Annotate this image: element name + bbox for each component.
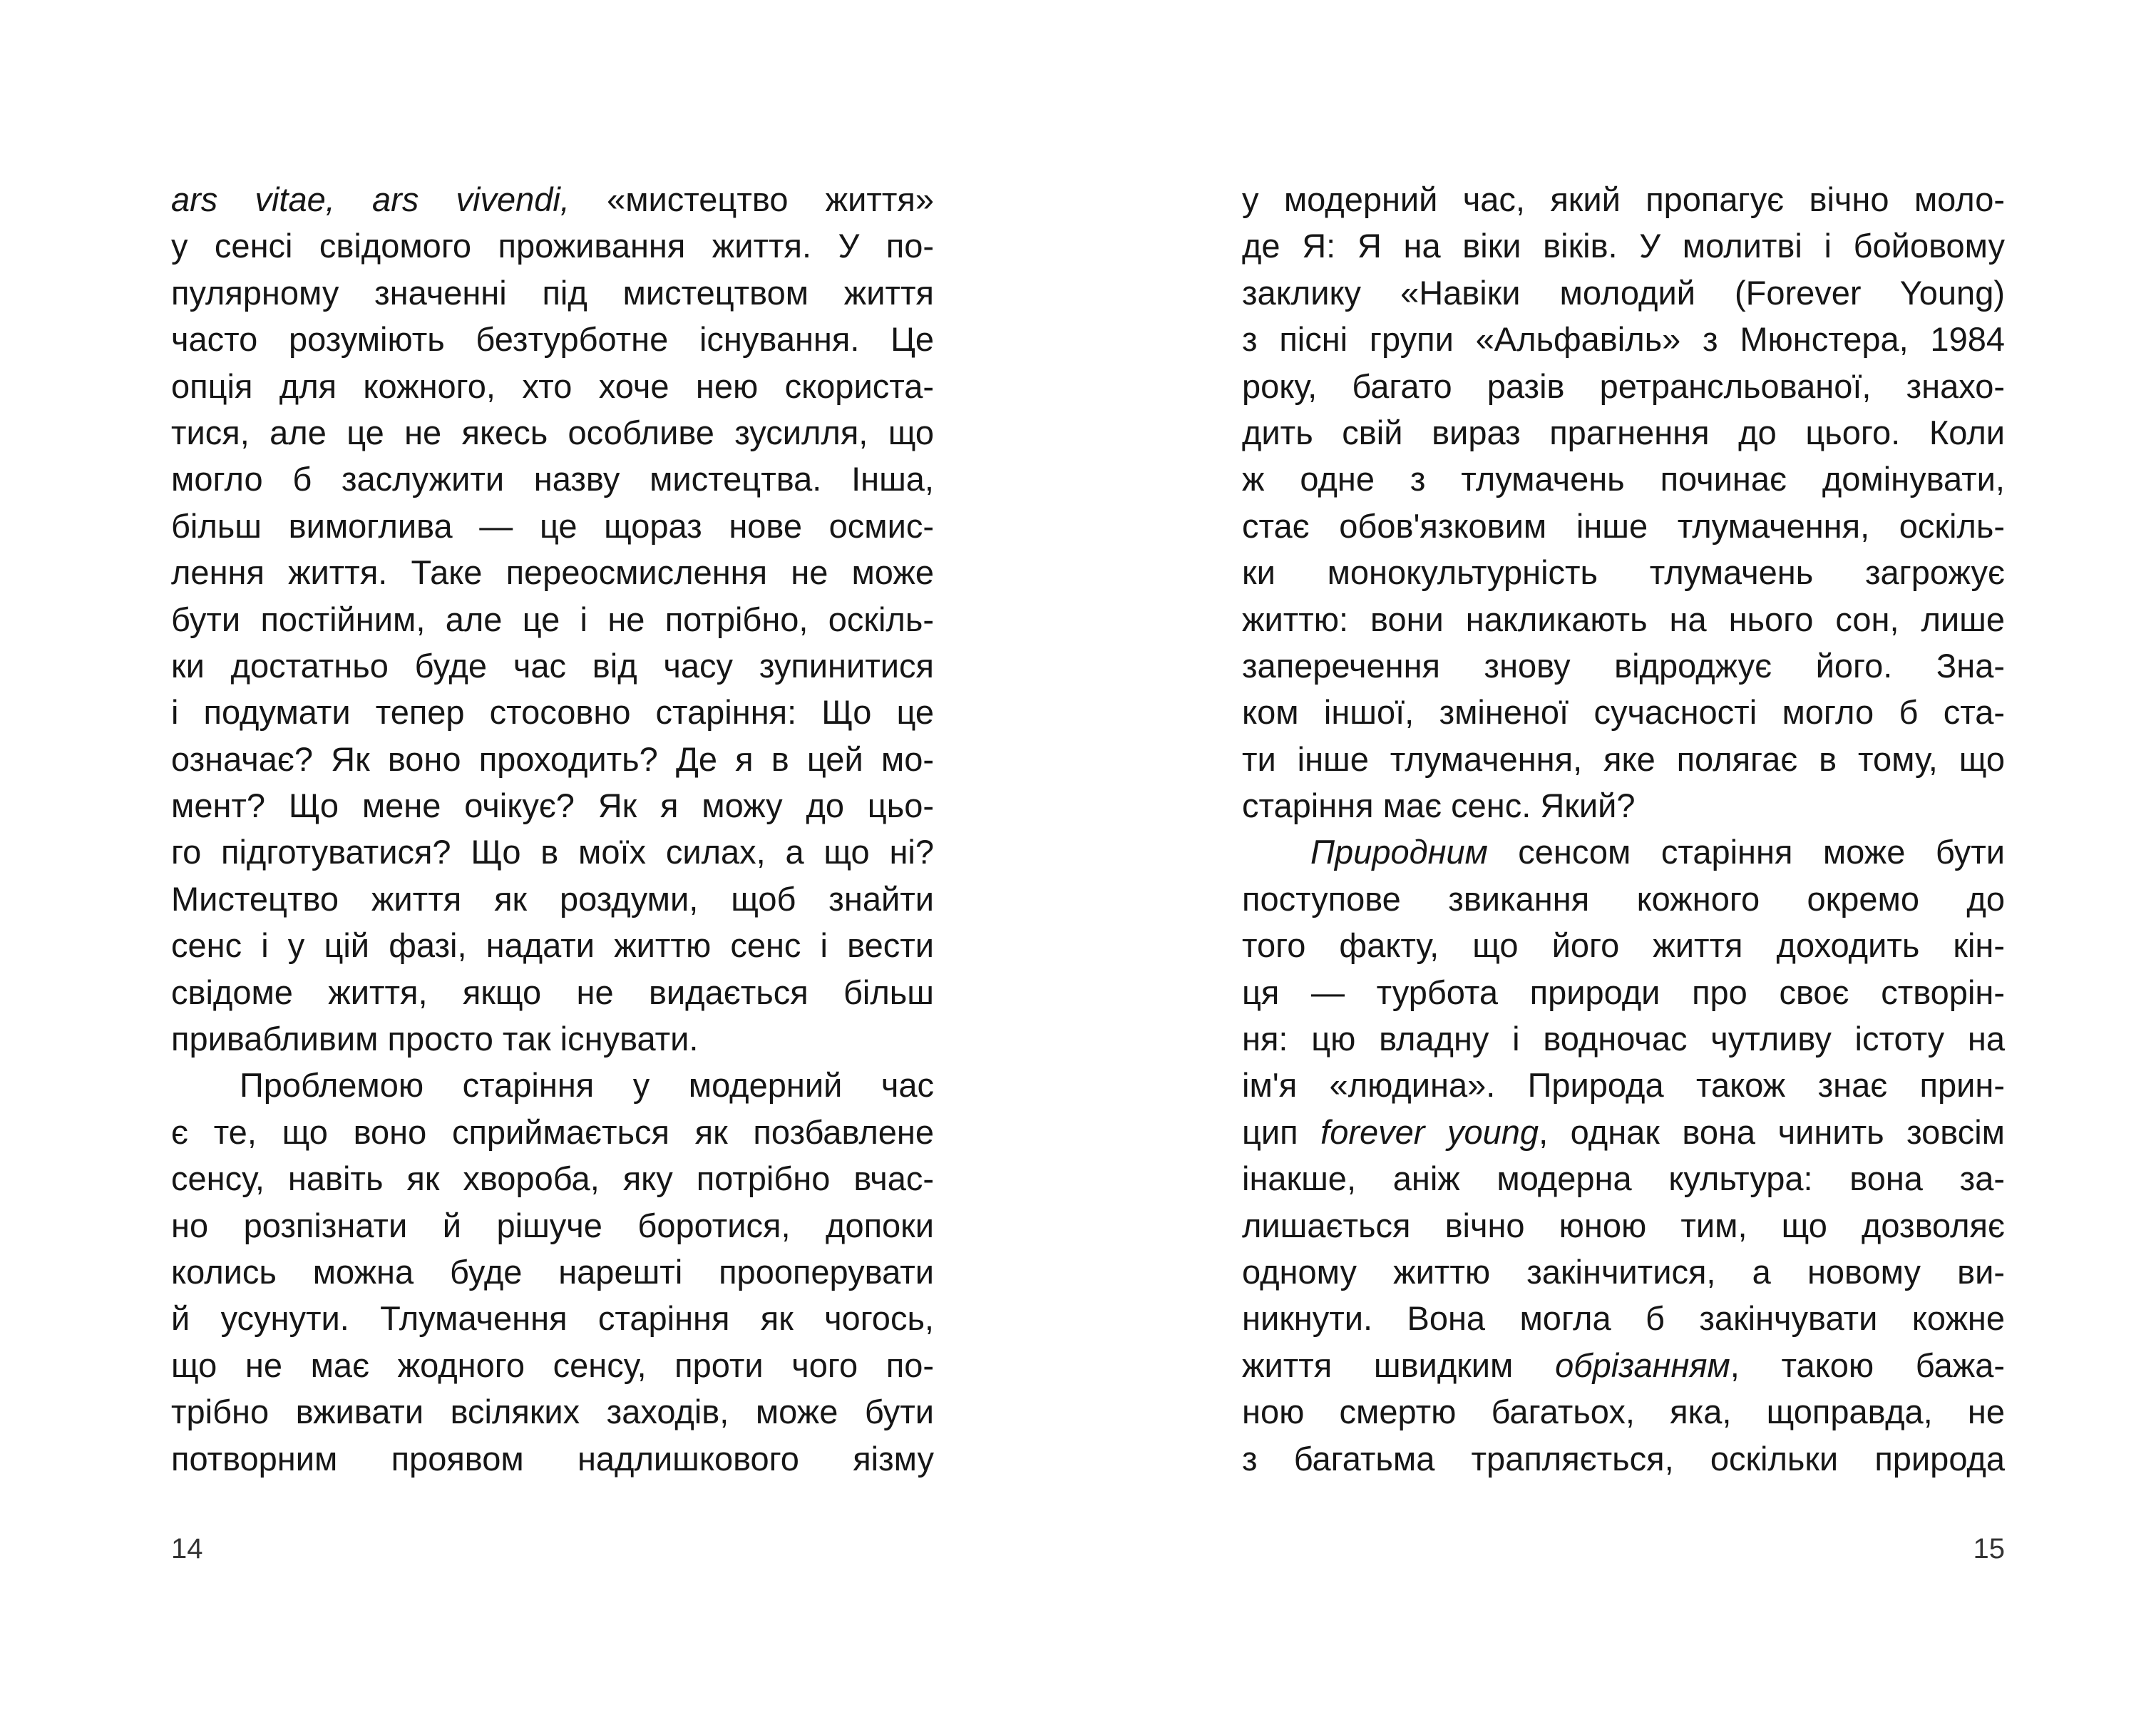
text-line (171, 1342, 934, 1388)
text-line (171, 922, 934, 968)
italic-text-run: forever young (1320, 1112, 1539, 1151)
text-line (1242, 222, 2005, 269)
text-run: заперечення знову відроджує його. Зна- (1242, 646, 2005, 685)
text-line (171, 409, 934, 456)
text-line (1242, 1342, 2005, 1388)
text-line (1242, 549, 2005, 595)
text-line (171, 876, 934, 922)
text-run: з пісні групи «Альфавіль» з Мюнстера, 1984 (1242, 320, 2005, 359)
text-line (171, 316, 934, 362)
text-run: могло б заслужити назву мистецтва. Інша, (171, 460, 934, 498)
text-run: що не має жодного сенсу, проти чого по- (171, 1346, 934, 1384)
page-number-right: 15 (1973, 1533, 2005, 1565)
text-run: Мистецтво життя як роздуми, щоб знайти (171, 879, 934, 918)
text-run: стає обов'язковим інше тлумачення, оскіль- (1242, 506, 2005, 545)
text-line (1242, 1249, 2005, 1295)
text-line (171, 1435, 934, 1482)
text-run: «мистецтво життя» (569, 180, 934, 218)
text-run: ж одне з тлумачень починає домінувати, (1242, 460, 2005, 498)
text-run: опція для кожного, хто хоче нею скориста- (171, 367, 934, 405)
text-run: поступове звикання кожного окремо до (1242, 879, 2005, 918)
text-run: ти інше тлумачення, яке полягає в тому, що (1242, 739, 2005, 778)
text-line (1242, 363, 2005, 409)
text-line (171, 1202, 934, 1249)
text-run: ім'я «людина». Природа також знає прин- (1242, 1066, 2005, 1105)
text-line (1242, 1109, 2005, 1155)
text-run: часто розуміють безтурботне існування. Це (171, 320, 934, 359)
text-run: , однак вона чинить зовсім (1539, 1112, 2005, 1151)
text-run: інакше, аніж модерна культура: вона за- (1242, 1159, 2005, 1198)
text-run: й усунути. Тлумачення старіння як чогось, (171, 1299, 934, 1338)
text-run: колись можна буде нарешті прооперувати (171, 1252, 934, 1291)
text-line (1242, 782, 2005, 829)
text-line (1242, 176, 2005, 222)
text-run: пулярному значенні під мистецтвом життя (171, 273, 934, 312)
text-line (1242, 1295, 2005, 1341)
text-line (1242, 596, 2005, 642)
text-run: дить свій вираз прагнення до цього. Коли (1242, 413, 2005, 451)
text-line (171, 270, 934, 316)
text-line (171, 1249, 934, 1295)
text-run: мент? Що мене очікує? Як я можу до цьо- (171, 787, 934, 825)
text-run: ною смертю багатьох, яка, щоправда, не (1242, 1393, 2005, 1431)
text-line (171, 1109, 934, 1155)
text-run: означає? Як воно проходить? Де я в цей мо- (171, 739, 934, 778)
text-line (171, 596, 934, 642)
text-run: ця — турбота природи про своє створін- (1242, 973, 2005, 1011)
text-line (171, 642, 934, 689)
text-line (1242, 316, 2005, 362)
italic-text-run: Природним (1310, 833, 1488, 871)
text-line (1242, 1388, 2005, 1435)
text-line (1242, 922, 2005, 968)
text-line (171, 503, 934, 549)
text-run: лення життя. Таке переосмислення не може (171, 553, 934, 592)
text-run: бути постійним, але це і не потрібно, оскіль- (171, 600, 934, 638)
text-run: життя швидким (1242, 1346, 1556, 1384)
italic-text-run: обрізанням (1555, 1346, 1730, 1384)
text-run: но розпізнати й рішуче боротися, допоки (171, 1206, 934, 1244)
text-run: життю: вони накликають на нього сон, лише (1242, 600, 2005, 638)
text-line (171, 1015, 934, 1062)
text-line (171, 829, 934, 875)
text-run: сенсу, навіть як хвороба, яку потрібно вчас- (171, 1159, 934, 1198)
text-line (1242, 456, 2005, 502)
right-page (1078, 0, 2156, 1710)
italic-text-run: ars vitae, ars vivendi, (171, 180, 570, 218)
text-line (171, 363, 934, 409)
text-line (1242, 642, 2005, 689)
text-line (1242, 1155, 2005, 1202)
text-run: Проблемою старіння у модерний час (240, 1066, 934, 1105)
text-run: лишається вічно юною тим, що дозволяє (1242, 1206, 2005, 1244)
text-run: у сенсі свідомого проживання життя. У по- (171, 227, 934, 265)
text-run: трібно вживати всіляких заходів, може бути (171, 1393, 934, 1431)
text-line (1242, 689, 2005, 735)
text-line (171, 1388, 934, 1435)
text-run: го підготуватися? Що в моїх силах, а що ні? (171, 833, 934, 871)
text-run: з багатьма трапляється, оскільки природа (1242, 1439, 2005, 1478)
text-line (1242, 409, 2005, 456)
text-run: того факту, що його життя доходить кін- (1242, 926, 2005, 965)
text-run: никнути. Вона могла б закінчувати кожне (1242, 1299, 2005, 1338)
text-line (171, 1062, 934, 1108)
text-line (171, 456, 934, 502)
text-run: де Я: Я на віки віків. У молитві і бойовому (1242, 227, 2005, 265)
text-line (1242, 1015, 2005, 1062)
text-line (1242, 829, 2005, 875)
text-line (1242, 270, 2005, 316)
text-run: старіння має сенс. Який? (1242, 787, 1636, 825)
text-run: у модерний час, який пропагує вічно моло- (1242, 180, 2005, 218)
text-run: ня: цю владну і водночас чутливу істоту на (1242, 1020, 2005, 1058)
text-line (171, 689, 934, 735)
text-run: потворним проявом надлишкового яізму (171, 1439, 934, 1478)
page-number-left: 14 (171, 1533, 203, 1565)
text-line (1242, 1435, 2005, 1482)
text-run: є те, що воно сприймається як позбавлене (171, 1112, 934, 1151)
text-line (171, 736, 934, 782)
text-line (171, 782, 934, 829)
text-run: привабливим просто так існувати. (171, 1020, 699, 1058)
text-run: ком іншої, зміненої сучасності могло б ста- (1242, 693, 2005, 732)
text-run: заклику «Навіки молодий (Forever Young) (1242, 273, 2005, 312)
text-line (1242, 1202, 2005, 1249)
left-page-text (171, 176, 934, 1482)
text-run: одному життю закінчитися, а новому ви- (1242, 1252, 2005, 1291)
text-run: ки достатньо буде час від часу зупинитися (171, 646, 934, 685)
text-run: свідоме життя, якщо не видається більш (171, 973, 934, 1011)
text-line (1242, 876, 2005, 922)
text-line (1242, 736, 2005, 782)
text-line (171, 549, 934, 595)
text-line (1242, 969, 2005, 1015)
text-run: ки монокультурність тлумачень загрожує (1242, 553, 2005, 592)
text-run: тися, але це не якесь особливе зусилля, що (171, 413, 934, 451)
text-line (171, 1155, 934, 1202)
text-line (1242, 503, 2005, 549)
text-run: цип (1242, 1112, 1321, 1151)
text-run: , такою бажа- (1730, 1346, 2005, 1384)
text-run: сенсом старіння може бути (1487, 833, 2005, 871)
text-run: сенс і у цій фазі, надати життю сенс і вести (171, 926, 934, 965)
text-run: року, багато разів ретрансльованої, знахо- (1242, 367, 2005, 405)
text-run: і подумати тепер стосовно старіння: Що це (171, 693, 934, 732)
text-line (171, 1295, 934, 1341)
text-line (171, 969, 934, 1015)
text-line (1242, 1062, 2005, 1108)
text-line (171, 176, 934, 222)
text-run: більш вимоглива — це щораз нове осмис- (171, 506, 934, 545)
right-page-text (1242, 176, 2005, 1482)
text-line (171, 222, 934, 269)
